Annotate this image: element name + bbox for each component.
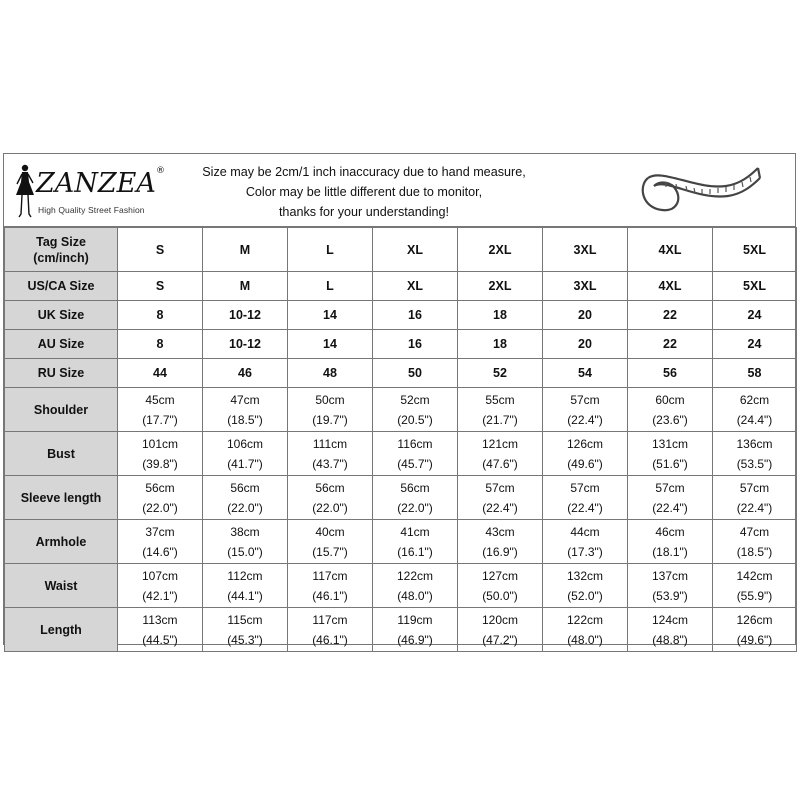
table-cell <box>713 608 797 652</box>
cm-value: 137cm <box>651 568 689 583</box>
table-cell <box>543 564 628 608</box>
inch-value: (39.8") <box>142 456 178 471</box>
inch-value: (14.6") <box>142 544 178 559</box>
cm-value: 120cm <box>481 612 519 627</box>
table-cell <box>458 608 543 652</box>
table-cell: 3XL <box>543 272 628 301</box>
inch-value: (44.1") <box>227 588 263 603</box>
table-cell <box>203 432 288 476</box>
inch-value: (22.0") <box>312 500 348 515</box>
table-cell: 10-12 <box>203 301 288 330</box>
table-cell <box>628 520 713 564</box>
table-cell <box>203 476 288 520</box>
cm-value: 115cm <box>227 612 263 627</box>
cm-value: 119cm <box>397 612 433 627</box>
table-cell <box>458 476 543 520</box>
table-cell: XL <box>373 272 458 301</box>
table-row <box>5 330 797 359</box>
table-row <box>5 301 797 330</box>
inch-value: (15.7") <box>312 544 348 559</box>
row-label: Shoulder <box>5 388 118 432</box>
table-cell: 22 <box>628 301 713 330</box>
cm-value: 112cm <box>227 568 263 583</box>
table-cell: 52 <box>458 359 543 388</box>
table-row <box>5 520 797 564</box>
inch-value: (46.1") <box>312 632 348 647</box>
table-cell <box>373 388 458 432</box>
inch-value: (47.2") <box>482 632 518 647</box>
cm-value: 124cm <box>651 612 689 627</box>
inch-value: (22.4") <box>652 500 688 515</box>
cm-value: 122cm <box>396 568 434 583</box>
table-cell: 24 <box>713 301 797 330</box>
inch-value: (47.6") <box>482 456 518 471</box>
table-cell <box>288 520 373 564</box>
inch-value: (22.0") <box>227 500 263 515</box>
table-cell <box>118 520 203 564</box>
table-cell: 56 <box>628 359 713 388</box>
table-cell: 18 <box>458 301 543 330</box>
brand-tagline: High Quality Street Fashion <box>38 205 145 215</box>
table-cell <box>118 476 203 520</box>
inch-value: (18.1") <box>652 544 688 559</box>
fashion-model-figure-icon <box>12 162 38 220</box>
table-cell <box>628 608 713 652</box>
inch-value: (17.3") <box>567 544 603 559</box>
inch-value: (48.8") <box>652 632 688 647</box>
table-cell: 18 <box>458 330 543 359</box>
table-cell: L <box>288 272 373 301</box>
cm-value: 46cm <box>655 524 685 539</box>
inch-value: (16.9") <box>482 544 518 559</box>
table-cell <box>118 432 203 476</box>
inch-value: (52.0") <box>567 588 603 603</box>
table-cell: L <box>288 228 373 272</box>
cm-value: 56cm <box>400 480 430 495</box>
table-cell <box>118 564 203 608</box>
cm-value: 57cm <box>570 392 600 407</box>
notice-line: thanks for your understanding! <box>278 205 450 219</box>
row-label: Armhole <box>5 520 118 564</box>
table-cell <box>628 388 713 432</box>
row-label: Waist <box>5 564 118 608</box>
size-table <box>4 227 797 652</box>
row-label: AU Size <box>5 330 118 359</box>
inch-value: (22.0") <box>142 500 178 515</box>
inch-value: (22.4") <box>736 500 773 515</box>
table-cell: 5XL <box>713 272 797 301</box>
table-cell <box>713 432 797 476</box>
cm-value: 57cm <box>655 480 685 495</box>
table-row <box>5 359 797 388</box>
cm-value: 47cm <box>739 524 770 539</box>
cm-value: 55cm <box>485 392 515 407</box>
row-label-line: (cm/inch) <box>33 250 89 265</box>
inch-value: (22.4") <box>567 500 603 515</box>
row-label: RU Size <box>5 359 118 388</box>
cm-value: 41cm <box>400 524 430 539</box>
inch-value: (45.7") <box>397 456 433 471</box>
inch-value: (15.0") <box>227 544 263 559</box>
row-label: US/CA Size <box>5 272 118 301</box>
table-cell: M <box>203 272 288 301</box>
table-cell <box>713 520 797 564</box>
inch-value: (53.9") <box>652 588 688 603</box>
table-cell <box>713 476 797 520</box>
cm-value: 47cm <box>230 392 260 407</box>
inch-value: (22.4") <box>482 500 518 515</box>
inch-value: (18.5") <box>227 412 263 427</box>
table-cell <box>118 608 203 652</box>
table-cell: 3XL <box>543 228 628 272</box>
cm-value: 43cm <box>485 524 515 539</box>
measurement-notice <box>184 162 544 222</box>
inch-value: (48.0") <box>567 632 603 647</box>
row-label: Sleeve length <box>5 476 118 520</box>
table-cell: 16 <box>373 301 458 330</box>
cm-value: 56cm <box>315 480 345 495</box>
table-cell <box>288 432 373 476</box>
inch-value: (41.7") <box>227 456 263 471</box>
table-row <box>5 388 797 432</box>
cm-value: 57cm <box>570 480 600 495</box>
table-cell <box>288 564 373 608</box>
table-cell <box>628 476 713 520</box>
cm-value: 142cm <box>736 568 773 583</box>
cm-value: 62cm <box>739 392 770 407</box>
table-cell <box>373 520 458 564</box>
table-cell: 58 <box>713 359 797 388</box>
measuring-tape-icon <box>636 160 766 220</box>
table-cell: S <box>118 272 203 301</box>
cm-value: 45cm <box>145 392 175 407</box>
inch-value: (46.9") <box>397 632 433 647</box>
cm-value: 107cm <box>141 568 179 583</box>
cm-value: 101cm <box>141 436 179 451</box>
table-cell <box>543 432 628 476</box>
tag-size-row <box>5 228 797 272</box>
table-cell: 46 <box>203 359 288 388</box>
inch-value: (45.3") <box>227 632 263 647</box>
row-label <box>5 228 118 272</box>
table-row <box>5 608 797 652</box>
table-cell: 48 <box>288 359 373 388</box>
table-cell <box>628 564 713 608</box>
cm-value: 116cm <box>397 436 433 451</box>
cm-value: 60cm <box>655 392 685 407</box>
cm-value: 117cm <box>312 568 348 583</box>
table-cell <box>203 564 288 608</box>
inch-value: (42.1") <box>142 588 178 603</box>
cm-value: 121cm <box>481 436 519 451</box>
table-cell <box>373 432 458 476</box>
cm-value: 117cm <box>312 612 348 627</box>
table-cell <box>118 388 203 432</box>
inch-value: (49.6") <box>567 456 603 471</box>
inch-value: (19.7") <box>312 412 348 427</box>
table-cell <box>713 564 797 608</box>
registered-mark: ® <box>156 166 165 176</box>
table-cell: S <box>118 228 203 272</box>
inch-value: (22.0") <box>397 500 433 515</box>
row-label-line: Tag Size <box>36 234 86 249</box>
table-cell: 2XL <box>458 272 543 301</box>
inch-value: (46.1") <box>312 588 348 603</box>
table-cell <box>628 432 713 476</box>
table-cell: 54 <box>543 359 628 388</box>
inch-value: (49.6") <box>736 632 773 647</box>
table-cell <box>288 608 373 652</box>
inch-value: (16.1") <box>397 544 433 559</box>
table-cell <box>543 476 628 520</box>
table-cell: 4XL <box>628 272 713 301</box>
table-cell <box>203 520 288 564</box>
row-label: UK Size <box>5 301 118 330</box>
size-chart <box>3 153 796 645</box>
inch-value: (20.5") <box>397 412 433 427</box>
table-cell: 44 <box>118 359 203 388</box>
brand-name: ZANZEA <box>36 168 156 199</box>
table-cell <box>458 520 543 564</box>
cm-value: 38cm <box>230 524 260 539</box>
cm-value: 126cm <box>566 436 604 451</box>
table-row <box>5 476 797 520</box>
chart-header <box>4 154 795 227</box>
notice-line: Color may be little different due to monitor, <box>245 185 483 199</box>
table-cell: 4XL <box>628 228 713 272</box>
brand-logo <box>10 160 170 220</box>
table-cell: 16 <box>373 330 458 359</box>
table-cell: 50 <box>373 359 458 388</box>
inch-value: (21.7") <box>482 412 518 427</box>
inch-value: (48.0") <box>397 588 433 603</box>
inch-value: (55.9") <box>736 588 773 603</box>
table-cell <box>458 432 543 476</box>
table-cell: 24 <box>713 330 797 359</box>
cm-value: 52cm <box>400 392 430 407</box>
inch-value: (24.4") <box>736 412 773 427</box>
table-cell <box>373 564 458 608</box>
table-row <box>5 564 797 608</box>
cm-value: 56cm <box>145 480 175 495</box>
cm-value: 131cm <box>651 436 689 451</box>
cm-value: 37cm <box>145 524 175 539</box>
table-cell: 14 <box>288 330 373 359</box>
table-row <box>5 272 797 301</box>
table-cell <box>373 608 458 652</box>
inch-value: (22.4") <box>567 412 603 427</box>
table-cell <box>543 520 628 564</box>
table-cell: 20 <box>543 301 628 330</box>
cm-value: 132cm <box>566 568 604 583</box>
table-cell: 20 <box>543 330 628 359</box>
table-cell <box>203 608 288 652</box>
table-cell <box>458 388 543 432</box>
row-label: Length <box>5 608 118 652</box>
table-cell <box>543 608 628 652</box>
notice-line: Size may be 2cm/1 inch inaccuracy due to hand measure, <box>202 165 526 179</box>
table-cell: XL <box>373 228 458 272</box>
table-cell: 5XL <box>713 228 797 272</box>
table-cell: M <box>203 228 288 272</box>
cm-value: 50cm <box>315 392 345 407</box>
inch-value: (50.0") <box>482 588 518 603</box>
inch-value: (23.6") <box>652 412 688 427</box>
cm-value: 44cm <box>570 524 600 539</box>
cm-value: 40cm <box>315 524 345 539</box>
row-label: Bust <box>5 432 118 476</box>
table-cell <box>288 388 373 432</box>
inch-value: (43.7") <box>312 456 348 471</box>
cm-value: 57cm <box>739 480 770 495</box>
cm-value: 113cm <box>142 612 178 627</box>
table-cell: 2XL <box>458 228 543 272</box>
cm-value: 122cm <box>566 612 604 627</box>
table-cell <box>288 476 373 520</box>
cm-value: 111cm <box>312 436 348 451</box>
cm-value: 136cm <box>736 436 773 451</box>
inch-value: (18.5") <box>736 544 773 559</box>
table-cell: 10-12 <box>203 330 288 359</box>
table-cell: 8 <box>118 330 203 359</box>
inch-value: (17.7") <box>142 412 178 427</box>
cm-value: 127cm <box>481 568 519 583</box>
table-cell <box>203 388 288 432</box>
table-row <box>5 432 797 476</box>
inch-value: (53.5") <box>736 456 773 471</box>
cm-value: 57cm <box>485 480 515 495</box>
cm-value: 126cm <box>736 612 773 627</box>
inch-value: (51.6") <box>652 456 688 471</box>
table-cell <box>458 564 543 608</box>
table-cell: 8 <box>118 301 203 330</box>
table-cell <box>713 388 797 432</box>
cm-value: 106cm <box>226 436 264 451</box>
table-cell <box>543 388 628 432</box>
table-cell: 22 <box>628 330 713 359</box>
cm-value: 56cm <box>230 480 260 495</box>
table-cell <box>373 476 458 520</box>
inch-value: (44.5") <box>142 632 178 647</box>
table-cell: 14 <box>288 301 373 330</box>
